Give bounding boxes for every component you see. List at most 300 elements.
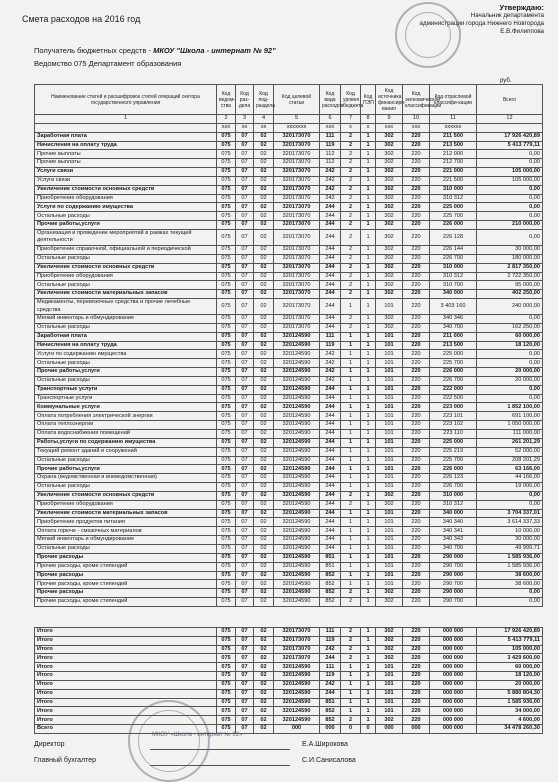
table-row xyxy=(35,536,543,545)
row-total-cell: 38 600,00 xyxy=(477,571,543,580)
row-code-cell: 320124590 xyxy=(274,571,320,580)
row-code-cell: 101 xyxy=(376,680,403,689)
row-code-cell: 075 xyxy=(217,645,236,654)
row-code-cell: 1 xyxy=(361,290,376,299)
row-code-cell: 02 xyxy=(254,394,274,403)
row-code-cell: 244 xyxy=(320,654,341,663)
row-code-cell: 244 xyxy=(320,394,341,403)
row-item-name: Начисления на оплату труда xyxy=(35,341,217,350)
row-code-cell: 075 xyxy=(217,263,236,272)
row-code-cell: 211 500 xyxy=(430,132,477,141)
row-code-cell: 1 xyxy=(341,385,361,394)
row-code-cell: 320124590 xyxy=(274,474,320,483)
table-row xyxy=(35,194,543,203)
row-code-cell: 0 xyxy=(341,725,361,734)
row-code-cell: 1 xyxy=(341,553,361,562)
row-code-cell: 851 xyxy=(320,553,341,562)
row-code-cell: 320173070 xyxy=(274,150,320,159)
row-code-cell: 075 xyxy=(217,194,236,203)
row-code-cell: 320124590 xyxy=(274,350,320,359)
code-mask-empty xyxy=(477,123,543,132)
row-item-name: Оплата горюче - смазочных материалов xyxy=(35,527,217,536)
row-code-cell: 220 xyxy=(403,527,430,536)
row-item-name: Остальные расходы xyxy=(35,281,217,290)
spacer-cell xyxy=(376,606,403,627)
row-code-cell: 320124590 xyxy=(274,544,320,553)
row-code-cell: 1 xyxy=(361,474,376,483)
row-code-cell: 07 xyxy=(236,518,254,527)
row-code-cell: 213 500 xyxy=(430,141,477,150)
row-code-cell: 244 xyxy=(320,221,341,230)
row-code-cell: 1 xyxy=(341,359,361,368)
row-code-cell: 1 xyxy=(341,580,361,589)
row-code-cell: 02 xyxy=(254,544,274,553)
accountant-label: Главный бухгалтер xyxy=(34,757,96,764)
row-code-cell: 1 xyxy=(341,465,361,474)
table-row xyxy=(35,544,543,553)
row-code-cell: 02 xyxy=(254,332,274,341)
table-row xyxy=(35,571,543,580)
row-code-cell: 119 xyxy=(320,636,341,645)
spacer-cell xyxy=(236,606,254,627)
row-code-cell: 242 xyxy=(320,194,341,203)
row-code-cell: 310 000 xyxy=(430,263,477,272)
table-row xyxy=(35,589,543,598)
row-code-cell: 220 xyxy=(403,571,430,580)
row-code-cell: 2 xyxy=(341,141,361,150)
row-total-cell: 402 250,00 xyxy=(477,290,543,299)
row-code-cell: 02 xyxy=(254,176,274,185)
row-code-cell: 1 xyxy=(361,627,376,636)
row-code-cell: 07 xyxy=(236,368,254,377)
table-row xyxy=(35,141,543,150)
row-code-cell: 340 700 xyxy=(430,323,477,332)
row-code-cell: 02 xyxy=(254,403,274,412)
row-code-cell: 220 xyxy=(403,430,430,439)
row-item-name: Прочие расходы xyxy=(35,571,217,580)
row-code-cell: 075 xyxy=(217,483,236,492)
row-total-cell: 17 926 420,89 xyxy=(477,132,543,141)
row-total-cell: 0,00 xyxy=(477,159,543,168)
row-code-cell: 222 500 xyxy=(430,394,477,403)
row-code-cell: 101 xyxy=(376,456,403,465)
row-code-cell: 1 xyxy=(361,698,376,707)
spacer-cell xyxy=(430,606,477,627)
row-code-cell: 000 000 xyxy=(430,627,477,636)
row-code-cell: 07 xyxy=(236,185,254,194)
row-code-cell: 1 xyxy=(361,527,376,536)
row-item-name: Итого xyxy=(35,689,217,698)
table-row xyxy=(35,281,543,290)
director-name: Е.А.Широкова xyxy=(302,741,348,748)
row-code-cell: 101 xyxy=(376,562,403,571)
row-total-cell: 18 120,00 xyxy=(477,672,543,681)
row-code-cell: 101 xyxy=(376,350,403,359)
row-code-cell: 07 xyxy=(236,168,254,177)
row-total-cell: 0,00 xyxy=(477,185,543,194)
row-code-cell: 101 xyxy=(376,707,403,716)
row-code-cell: 2 xyxy=(341,598,361,607)
row-code-cell: 226 700 xyxy=(430,483,477,492)
row-code-cell: 320173070 xyxy=(274,203,320,212)
row-code-cell: 1 xyxy=(361,245,376,254)
row-code-cell: 02 xyxy=(254,430,274,439)
row-code-cell: 320124590 xyxy=(274,716,320,725)
col-header-econ: Код экономической классификации xyxy=(403,85,430,115)
row-item-name: Всего xyxy=(35,725,217,734)
row-code-cell: 000 000 xyxy=(430,654,477,663)
row-code-cell: 220 xyxy=(403,176,430,185)
row-code-cell: 1 xyxy=(361,663,376,672)
row-code-cell: 1 xyxy=(341,562,361,571)
row-code-cell: 2 xyxy=(341,168,361,177)
row-code-cell: 075 xyxy=(217,168,236,177)
row-code-cell: 244 xyxy=(320,403,341,412)
row-code-cell: 02 xyxy=(254,212,274,221)
col-header-source: Код источника финансиро-вания xyxy=(376,85,403,115)
row-item-name: Организация и проведение мероприятий в рамках текущей деятельности xyxy=(35,229,217,245)
row-code-cell: 075 xyxy=(217,627,236,636)
row-code-cell: 02 xyxy=(254,359,274,368)
table-row xyxy=(35,527,543,536)
row-code-cell: 851 xyxy=(320,698,341,707)
row-code-cell: 07 xyxy=(236,536,254,545)
row-code-cell: 1 xyxy=(361,150,376,159)
row-code-cell: 244 xyxy=(320,689,341,698)
row-code-cell: 226 123 xyxy=(430,474,477,483)
row-code-cell: 07 xyxy=(236,412,254,421)
row-item-name: Прочие расходы xyxy=(35,553,217,562)
row-code-cell: 1 xyxy=(341,689,361,698)
table-row xyxy=(35,272,543,281)
row-code-cell: 225 000 xyxy=(430,438,477,447)
row-code-cell: 1 xyxy=(361,465,376,474)
row-item-name: Оплата водоснабжения помещений xyxy=(35,430,217,439)
row-code-cell: 07 xyxy=(236,465,254,474)
table-row xyxy=(35,254,543,263)
row-code-cell: 07 xyxy=(236,176,254,185)
row-code-cell: 1 xyxy=(361,430,376,439)
row-total-cell: 1 585 936,00 xyxy=(477,698,543,707)
row-code-cell: 244 xyxy=(320,447,341,456)
row-item-name: Охрана (ведомственная и вневедомственная) xyxy=(35,474,217,483)
row-code-cell: 101 xyxy=(376,341,403,350)
row-code-cell: 101 xyxy=(376,403,403,412)
row-code-cell: 320124590 xyxy=(274,421,320,430)
row-code-cell: 320124590 xyxy=(274,359,320,368)
row-code-cell: 852 xyxy=(320,598,341,607)
row-total-cell: 1 585 936,00 xyxy=(477,553,543,562)
table-row xyxy=(35,368,543,377)
row-code-cell: 2 xyxy=(341,194,361,203)
row-code-cell: 02 xyxy=(254,185,274,194)
row-code-cell: 02 xyxy=(254,509,274,518)
row-code-cell: 101 xyxy=(376,332,403,341)
row-code-cell: 220 xyxy=(403,203,430,212)
row-code-cell: 302 xyxy=(376,281,403,290)
row-code-cell: 000 000 xyxy=(430,698,477,707)
row-code-cell: 2 xyxy=(341,254,361,263)
row-code-cell: 101 xyxy=(376,580,403,589)
row-code-cell: 302 xyxy=(376,272,403,281)
row-code-cell: 075 xyxy=(217,368,236,377)
row-code-cell: 220 xyxy=(403,341,430,350)
row-code-cell: 220 xyxy=(403,221,430,230)
row-item-name: Прочие выплаты xyxy=(35,150,217,159)
row-code-cell: 225 700 xyxy=(430,359,477,368)
row-code-cell: 075 xyxy=(217,707,236,716)
row-code-cell: 290 000 xyxy=(430,553,477,562)
table-row xyxy=(35,562,543,571)
row-code-cell: 07 xyxy=(236,509,254,518)
row-code-cell: 310 000 xyxy=(430,185,477,194)
row-code-cell: 852 xyxy=(320,580,341,589)
row-code-cell: 101 xyxy=(376,376,403,385)
row-code-cell: 244 xyxy=(320,491,341,500)
row-item-name: Остальные расходы xyxy=(35,456,217,465)
row-code-cell: 320173070 xyxy=(274,323,320,332)
row-code-cell: 242 xyxy=(320,368,341,377)
row-code-cell: 1 xyxy=(341,447,361,456)
row-code-cell: 02 xyxy=(254,315,274,324)
row-code-cell: 221 000 xyxy=(430,168,477,177)
row-code-cell: 07 xyxy=(236,483,254,492)
row-code-cell: 852 xyxy=(320,571,341,580)
row-code-cell: 302 xyxy=(376,315,403,324)
row-code-cell: 290 000 xyxy=(430,571,477,580)
row-code-cell: 000 000 xyxy=(430,716,477,725)
row-total-cell: 63 166,00 xyxy=(477,465,543,474)
recipient-label: Получатель бюджетных средств - xyxy=(34,46,152,55)
row-code-cell: 075 xyxy=(217,132,236,141)
row-code-cell: 302 xyxy=(376,323,403,332)
row-code-cell: 1 xyxy=(361,562,376,571)
row-code-cell: 852 xyxy=(320,716,341,725)
row-code-cell: 1 xyxy=(361,438,376,447)
row-code-cell: 1 xyxy=(361,141,376,150)
row-code-cell: 02 xyxy=(254,571,274,580)
row-code-cell: 07 xyxy=(236,212,254,221)
row-code-cell: 101 xyxy=(376,509,403,518)
row-code-cell: 07 xyxy=(236,159,254,168)
row-code-cell: 2 xyxy=(341,716,361,725)
row-item-name: Услуги связи xyxy=(35,168,217,177)
row-code-cell: 1 xyxy=(361,456,376,465)
row-code-cell: 1 xyxy=(341,672,361,681)
row-code-cell: 320173070 xyxy=(274,272,320,281)
row-code-cell: 07 xyxy=(236,672,254,681)
row-code-cell: 075 xyxy=(217,636,236,645)
row-code-cell: 244 xyxy=(320,315,341,324)
row-code-cell: 2 xyxy=(341,185,361,194)
row-code-cell: 302 xyxy=(376,176,403,185)
row-code-cell: 220 xyxy=(403,421,430,430)
row-total-cell: 105 000,00 xyxy=(477,176,543,185)
row-total-cell: 5 413 779,11 xyxy=(477,141,543,150)
row-code-cell: 000 000 xyxy=(430,680,477,689)
row-code-cell: 07 xyxy=(236,580,254,589)
column-number: 8 xyxy=(361,115,376,124)
row-code-cell: 1 xyxy=(361,589,376,598)
row-code-cell: 000 000 xyxy=(430,672,477,681)
row-code-cell: 340 000 xyxy=(430,290,477,299)
row-code-cell: 220 xyxy=(403,483,430,492)
row-item-name: Итого xyxy=(35,663,217,672)
column-number: 3 xyxy=(236,115,254,124)
row-code-cell: 220 xyxy=(403,376,430,385)
row-code-cell: 101 xyxy=(376,465,403,474)
row-code-cell: 220 xyxy=(403,654,430,663)
row-code-cell: 320173070 xyxy=(274,141,320,150)
row-code-cell: 000 000 xyxy=(430,636,477,645)
row-code-cell: 220 xyxy=(403,245,430,254)
row-code-cell: 320124590 xyxy=(274,500,320,509)
table-row xyxy=(35,430,543,439)
row-code-cell: 075 xyxy=(217,580,236,589)
row-code-cell: 1 xyxy=(361,421,376,430)
row-code-cell: 1 xyxy=(361,544,376,553)
row-code-cell: 07 xyxy=(236,229,254,245)
row-code-cell: 1 xyxy=(341,536,361,545)
row-code-cell: 1 xyxy=(341,368,361,377)
row-item-name: Увеличение стоимости материальных запасов xyxy=(35,509,217,518)
row-code-cell: 320124590 xyxy=(274,385,320,394)
table-row xyxy=(35,132,543,141)
row-code-cell: 07 xyxy=(236,290,254,299)
row-code-cell: 2 xyxy=(341,290,361,299)
row-code-cell: 320173070 xyxy=(274,263,320,272)
row-total-cell: 0,00 xyxy=(477,150,543,159)
total-row xyxy=(35,636,543,645)
table-row xyxy=(35,168,543,177)
row-code-cell: 075 xyxy=(217,359,236,368)
row-code-cell: 302 xyxy=(376,589,403,598)
row-code-cell: 220 xyxy=(403,509,430,518)
code-mask: хххххх xyxy=(430,123,477,132)
row-total-cell: 0,00 xyxy=(477,394,543,403)
row-code-cell: 221 500 xyxy=(430,176,477,185)
row-code-cell: 226 000 xyxy=(430,368,477,377)
budget-table xyxy=(34,84,543,734)
row-code-cell: 000 xyxy=(274,725,320,734)
row-code-cell: 02 xyxy=(254,456,274,465)
row-total-cell: 261 201,29 xyxy=(477,438,543,447)
row-code-cell: 2 xyxy=(341,229,361,245)
row-code-cell: 07 xyxy=(236,132,254,141)
row-code-cell: 1 xyxy=(361,315,376,324)
row-code-cell: 07 xyxy=(236,332,254,341)
row-code-cell: 244 xyxy=(320,203,341,212)
col-header-name: Наименование статей и расшифровок статей операций сектора государственного управления xyxy=(35,85,217,115)
row-item-name: Заработная плата xyxy=(35,132,217,141)
row-code-cell: 075 xyxy=(217,229,236,245)
row-code-cell: 07 xyxy=(236,421,254,430)
row-code-cell: 02 xyxy=(254,245,274,254)
row-code-cell: 320173070 xyxy=(274,254,320,263)
row-code-cell: 222 000 xyxy=(430,385,477,394)
table-row xyxy=(35,359,543,368)
row-item-name: Начисления на оплату труда xyxy=(35,141,217,150)
row-code-cell: 075 xyxy=(217,491,236,500)
column-number-row xyxy=(35,115,543,124)
row-code-cell: 1 xyxy=(361,221,376,230)
row-code-cell: 302 xyxy=(376,254,403,263)
code-mask: ххх xyxy=(376,123,403,132)
row-code-cell: 320124590 xyxy=(274,447,320,456)
row-item-name: Текущий ремонт зданий и сооружений xyxy=(35,447,217,456)
row-code-cell: 07 xyxy=(236,438,254,447)
row-code-cell: 320124590 xyxy=(274,412,320,421)
row-code-cell: 310 000 xyxy=(430,491,477,500)
row-code-cell: 075 xyxy=(217,430,236,439)
row-code-cell: 220 xyxy=(403,627,430,636)
row-code-cell: 226 128 xyxy=(430,229,477,245)
row-code-cell: 075 xyxy=(217,350,236,359)
row-code-cell: 02 xyxy=(254,483,274,492)
row-code-cell: 244 xyxy=(320,509,341,518)
row-code-cell: 02 xyxy=(254,645,274,654)
row-total-cell: 52 000,00 xyxy=(477,447,543,456)
row-code-cell: 1 xyxy=(341,456,361,465)
row-code-cell: 242 xyxy=(320,185,341,194)
row-code-cell: 2 xyxy=(341,589,361,598)
row-total-cell: 1 585 936,00 xyxy=(477,562,543,571)
row-code-cell: 220 xyxy=(403,491,430,500)
row-code-cell: 320124590 xyxy=(274,394,320,403)
row-code-cell: 1 xyxy=(341,299,361,315)
row-item-name: Остальные расходы xyxy=(35,323,217,332)
row-code-cell: 02 xyxy=(254,290,274,299)
row-code-cell: 220 xyxy=(403,150,430,159)
row-total-cell: 17 926 420,89 xyxy=(477,627,543,636)
table-row xyxy=(35,553,543,562)
accountant-name: С.И.Санисалова xyxy=(302,757,356,764)
row-item-name: Итого xyxy=(35,672,217,681)
row-code-cell: 226 144 xyxy=(430,245,477,254)
row-code-cell: 07 xyxy=(236,254,254,263)
row-code-cell: 075 xyxy=(217,176,236,185)
row-code-cell: 220 xyxy=(403,315,430,324)
row-code-cell: 075 xyxy=(217,500,236,509)
row-code-cell: 075 xyxy=(217,456,236,465)
row-total-cell: 208 201,29 xyxy=(477,456,543,465)
row-code-cell: 111 xyxy=(320,132,341,141)
row-code-cell: 07 xyxy=(236,527,254,536)
row-code-cell: 02 xyxy=(254,368,274,377)
row-code-cell: 302 xyxy=(376,194,403,203)
row-code-cell: 000 000 xyxy=(430,707,477,716)
row-code-cell: 075 xyxy=(217,465,236,474)
row-code-cell: 1 xyxy=(361,299,376,315)
approve-label: Утверждаю: xyxy=(499,3,544,12)
row-code-cell: 02 xyxy=(254,412,274,421)
row-code-cell: 320124590 xyxy=(274,553,320,562)
row-code-cell: 320124590 xyxy=(274,430,320,439)
row-code-cell: 244 xyxy=(320,299,341,315)
row-code-cell: 101 xyxy=(376,438,403,447)
row-code-cell: 1 xyxy=(361,645,376,654)
row-code-cell: 111 xyxy=(320,663,341,672)
row-code-cell: 07 xyxy=(236,716,254,725)
row-code-cell: 320173070 xyxy=(274,132,320,141)
row-code-cell: 07 xyxy=(236,680,254,689)
row-code-cell: 220 xyxy=(403,385,430,394)
row-code-cell: 1 xyxy=(361,194,376,203)
row-item-name: Прочие выплаты xyxy=(35,159,217,168)
row-code-cell: 310 312 xyxy=(430,500,477,509)
table-row xyxy=(35,474,543,483)
row-code-cell: 244 xyxy=(320,385,341,394)
